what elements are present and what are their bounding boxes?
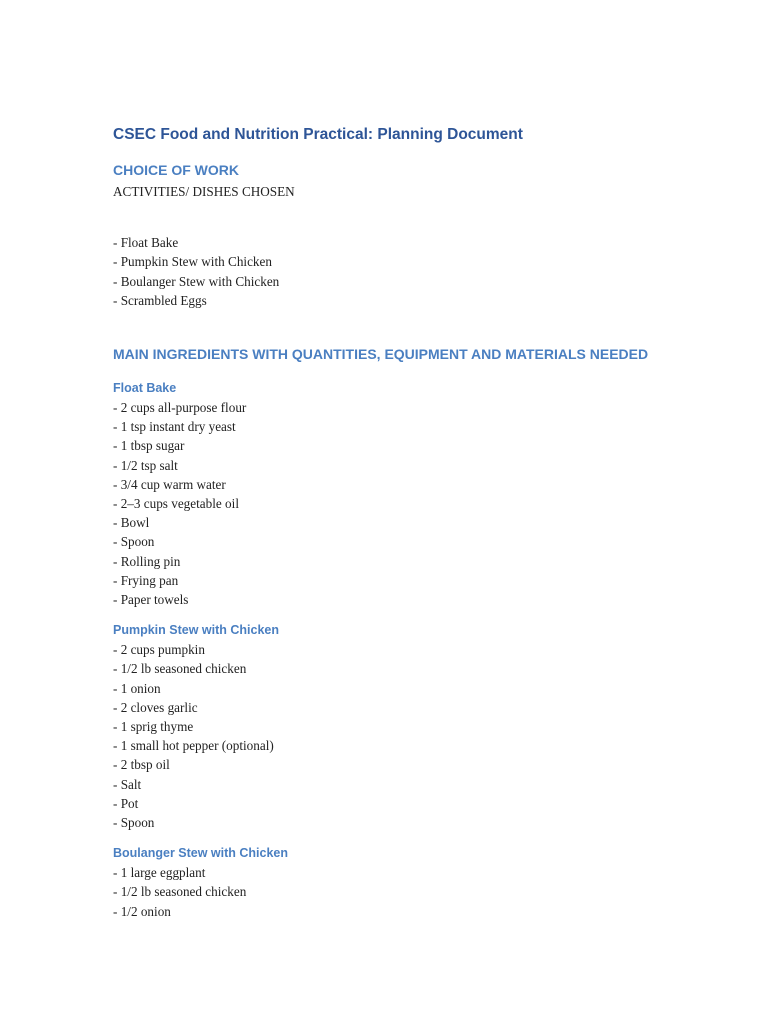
list-item: - 2–3 cups vegetable oil bbox=[113, 496, 239, 512]
list-item: - 1 tbsp sugar bbox=[113, 438, 185, 454]
list-item: - 1/2 tsp salt bbox=[113, 457, 178, 473]
list-item: - Paper towels bbox=[113, 592, 189, 608]
list-item: - Pot bbox=[113, 795, 139, 811]
list-item: - Rolling pin bbox=[113, 553, 181, 569]
recipe-heading-float-bake: Float Bake bbox=[113, 381, 177, 396]
dishes-list bbox=[113, 233, 713, 310]
float-bake-list bbox=[113, 398, 713, 609]
list-item: - Boulanger Stew with Chicken bbox=[113, 273, 280, 289]
list-item: - 2 cloves garlic bbox=[113, 699, 198, 715]
boulanger-stew-list bbox=[113, 863, 713, 921]
list-item: - Spoon bbox=[113, 815, 155, 831]
list-item: - Spoon bbox=[113, 534, 155, 550]
list-item: - 2 cups pumpkin bbox=[113, 642, 205, 658]
list-item: - 1/2 lb seasoned chicken bbox=[113, 661, 247, 677]
list-item: - 1/2 lb seasoned chicken bbox=[113, 884, 247, 900]
list-item: - Salt bbox=[113, 776, 142, 792]
list-item: - 1 large eggplant bbox=[113, 865, 206, 881]
list-item: - 1 onion bbox=[113, 680, 161, 696]
list-item: - Frying pan bbox=[113, 572, 179, 588]
list-item: - Float Bake bbox=[113, 235, 179, 251]
dishes-chosen-subheading: ACTIVITIES/ DISHES CHOSEN bbox=[113, 184, 295, 199]
list-item: - Scrambled Eggs bbox=[113, 292, 207, 308]
pumpkin-stew-list bbox=[113, 640, 713, 832]
list-item: - 2 cups all-purpose flour bbox=[113, 400, 247, 416]
recipe-heading-boulanger-stew: Boulanger Stew with Chicken bbox=[113, 846, 289, 861]
list-item: - 3/4 cup warm water bbox=[113, 476, 226, 492]
document-page bbox=[113, 124, 713, 921]
list-item: - Pumpkin Stew with Chicken bbox=[113, 254, 272, 270]
list-item: - 1 tsp instant dry yeast bbox=[113, 419, 236, 435]
list-item: - 1 sprig thyme bbox=[113, 719, 194, 735]
list-item: - 2 tbsp oil bbox=[113, 757, 170, 773]
list-item: - Bowl bbox=[113, 515, 150, 531]
list-item: - 1/2 onion bbox=[113, 903, 171, 919]
choice-of-work-heading: CHOICE OF WORK bbox=[113, 162, 239, 178]
recipe-heading-pumpkin-stew: Pumpkin Stew with Chicken bbox=[113, 623, 279, 638]
ingredients-heading: MAIN INGREDIENTS WITH QUANTITIES, EQUIPMENT AND MATERIALS NEEDED bbox=[113, 346, 649, 363]
list-item: - 1 small hot pepper (optional) bbox=[113, 738, 274, 754]
document-title: CSEC Food and Nutrition Practical: Planning Document bbox=[113, 126, 523, 143]
